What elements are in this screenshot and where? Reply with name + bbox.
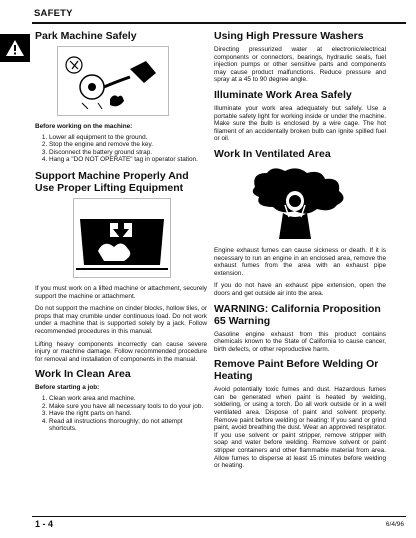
clean-heading: Work In Clean Area bbox=[35, 368, 131, 381]
key-removal-illustration bbox=[58, 47, 168, 115]
ventilated-paragraph-2: If you do not have an exhaust pipe extension, open the doors and get outside air into the area. bbox=[214, 282, 386, 297]
ventilated-heading: Work In Ventilated Area bbox=[214, 147, 331, 160]
list-item: 1. Lower all equipment to the ground. bbox=[49, 134, 207, 142]
list-item: 3. Disconnect the battery ground strap. bbox=[49, 149, 207, 157]
support-paragraph-1: If you must work on a lifted machine or attachment, securely support the machine or attachment. bbox=[35, 284, 207, 300]
header-rule bbox=[32, 22, 406, 24]
illuminate-heading: Illuminate Work Area Safely bbox=[214, 88, 352, 101]
support-paragraph-3: Lifting heavy components incorrectly can cause severe injury or machine damage. Follow recommended procedure for removal and installation of components in the manual. bbox=[35, 340, 207, 363]
support-paragraph-2: Do not support the machine on cinder blocks, hollow tiles, or props that may crumble under continuous load. Do not work under a machine that is supported solely by a jack. Follow recommended procedures in this manual. bbox=[35, 305, 207, 335]
welding-paragraph: Avoid potentially toxic fumes and dust. Hazardous fumes can be generated when paint is heated by welding, soldering, or using a torch. Do all work outside or in a well ventilated area. Dispose of paint and solvent properly. Remove paint before welding or heating: If you sand or grind paint, avoid breathing the dust. Wear an approved respirator. If you use solvent or paint stripper, remove stripper with soap and water before welding. Remove solvent or paint stripper containers and other flammable material from area. Allow fumes to disperse at least 15 minutes before welding or heating. bbox=[214, 386, 386, 470]
list-item: 1. Clean work area and machine. bbox=[49, 395, 207, 403]
list-item: 3. Have the right parts on hand. bbox=[49, 410, 207, 418]
park-steps bbox=[35, 134, 207, 164]
pressure-paragraph: Directing pressurized water at electronic/electrical components or connectors, bearings, hydraulic seals, fuel injection pumps or other sensitive parts and components may cause product malfunctions. Reduce pressure and spray at a 45 to 90 degree angle. bbox=[214, 46, 386, 84]
exhaust-fumes-illustration bbox=[245, 165, 357, 239]
illuminate-paragraph: Illuminate your work area adequately but safely. Use a portable safety light for working inside or under the machine. Make sure the bulb is enclosed by a wire cage. The hot filament of an accidentally broken bulb can ignite spilled fuel or oil. bbox=[214, 104, 386, 143]
park-before-label: Before working on the machine: bbox=[35, 123, 133, 130]
crushing-hazard-illustration bbox=[74, 199, 170, 277]
right-column bbox=[214, 30, 386, 475]
welding-heading: Remove Paint Before Welding Or Heating bbox=[214, 358, 379, 383]
ventilation-illustration bbox=[244, 164, 358, 240]
park-heading: Park Machine Safely bbox=[35, 30, 137, 42]
section-title: SAFETY bbox=[34, 8, 73, 19]
list-item: 4. Read all instructions thoroughly; do not attempt shortcuts. bbox=[49, 418, 207, 433]
prop65-paragraph: Gasoline engine exhaust from this product contains chemicals known to the State of California to cause cancer, birth defects, or other reproductive harm. bbox=[214, 330, 386, 353]
clean-steps bbox=[35, 395, 207, 433]
support-illustration bbox=[73, 198, 171, 278]
page-date: 6/4/96 bbox=[385, 521, 404, 528]
park-illustration bbox=[57, 46, 169, 116]
clean-before-label: Before starting a job: bbox=[35, 384, 100, 392]
warning-tab bbox=[0, 34, 30, 62]
ventilated-paragraph-1: Engine exhaust fumes can cause sickness or death. If it is necessary to run an engine in an enclosed area, remove the exhaust fumes from the area with an exhaust pipe extension. bbox=[214, 246, 386, 277]
warning-triangle-icon bbox=[5, 39, 25, 57]
page-number: 1 - 4 bbox=[35, 519, 54, 529]
pressure-heading: Using High Pressure Washers bbox=[214, 30, 364, 42]
support-heading: Support Machine Properly And Use Proper Lifting Equipment bbox=[35, 169, 189, 194]
list-item: 4. Hang a "DO NOT OPERATE" tag in operator station. bbox=[49, 156, 207, 164]
prop65-heading: WARNING: California Proposition 65 Warning bbox=[214, 302, 381, 327]
left-column bbox=[35, 30, 207, 439]
list-item: 2. Stop the engine and remove the key. bbox=[49, 141, 207, 149]
list-item: 2. Make sure you have all necessary tools to do your job. bbox=[49, 403, 207, 411]
footer-rule bbox=[32, 516, 406, 517]
